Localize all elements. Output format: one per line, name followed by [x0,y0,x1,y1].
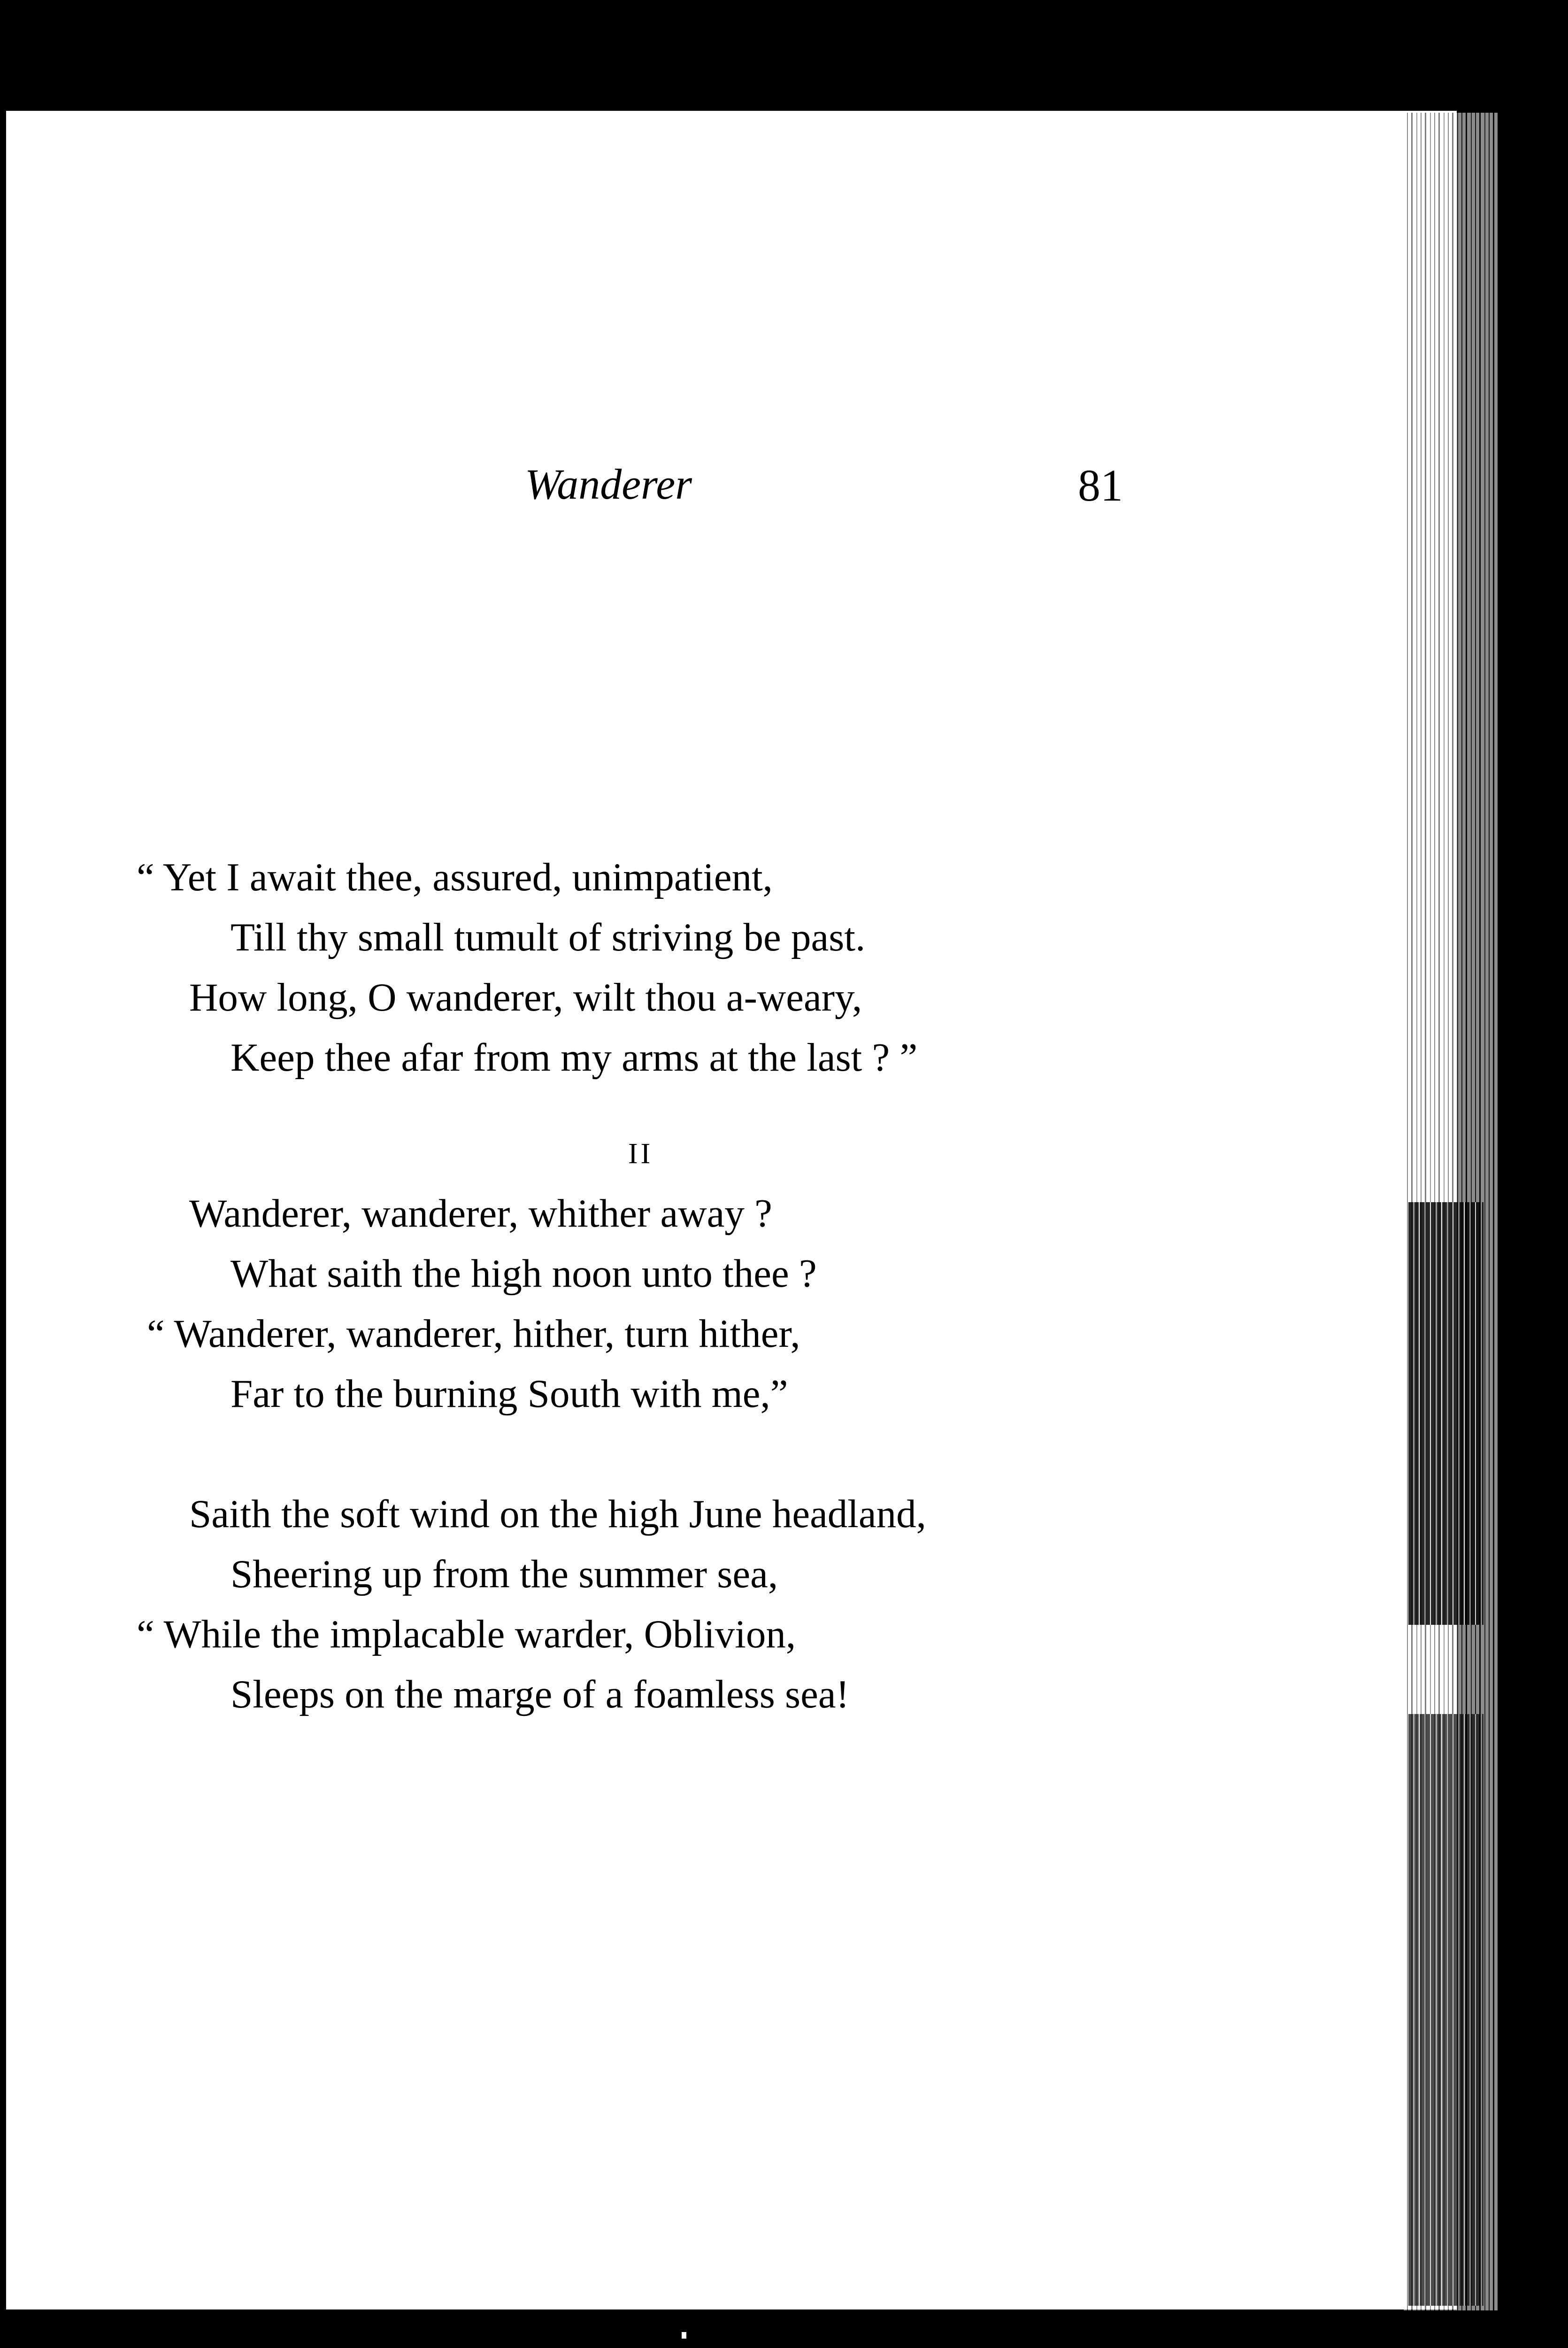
poem-line: “ Wanderer, wanderer, hither, turn hither, [147,1312,800,1356]
poem-line: What saith the high noon unto thee ? [231,1251,817,1296]
poem-line: Sleeps on the marge of a foamless sea! [231,1672,849,1716]
page-number: 81 [1078,460,1123,510]
poem-line: Till thy small tumult of striving be past. [231,915,866,959]
page-paper [6,111,1457,2309]
poem-line: Sheering up from the summer sea, [231,1552,778,1596]
poem-line: Keep thee afar from my arms at the last ? ” [231,1035,918,1080]
page-edge-shadow [1408,1202,1483,1625]
running-head-title: Wanderer [525,460,692,508]
scan-speck [682,2332,686,2339]
poem-line: Saith the soft wind on the high June headland, [189,1492,926,1536]
poem-line: “ Yet I await thee, assured, unimpatient, [137,855,773,899]
poem-line: How long, O wanderer, wilt thou a-weary, [189,975,862,1020]
poem-line: “ While the implacable warder, Oblivion, [137,1612,796,1656]
section-number: II [628,1138,653,1170]
poem-line: Far to the burning South with me,” [231,1372,788,1416]
poem-line: Wanderer, wanderer, whither away ? [189,1191,772,1236]
page-edge-shadow [1408,1714,1483,2306]
